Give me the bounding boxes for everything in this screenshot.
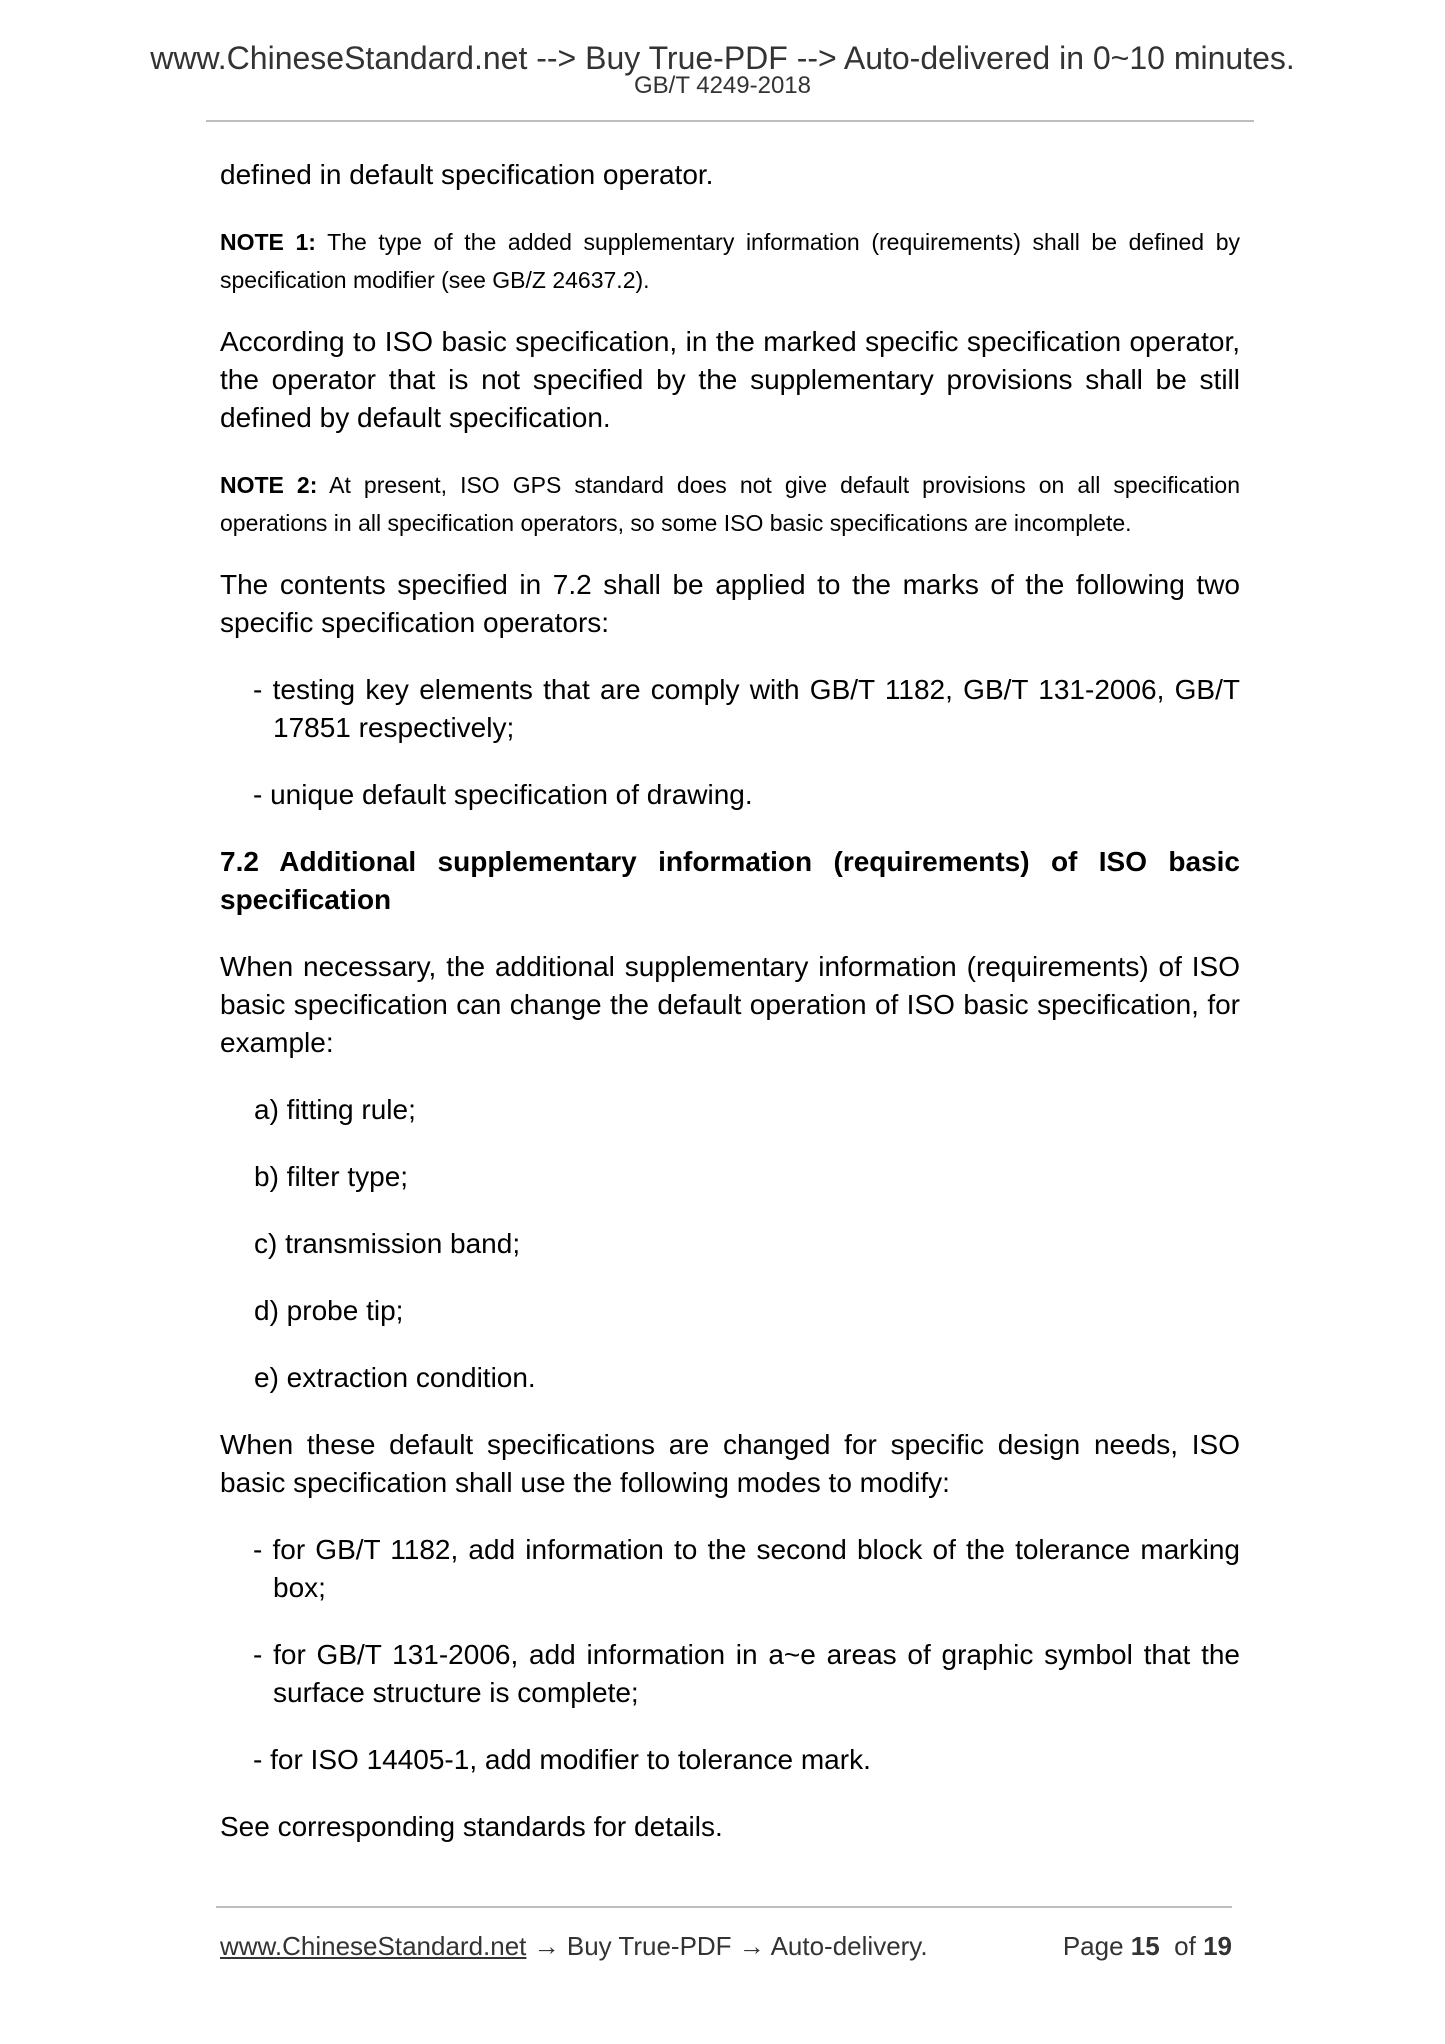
footer-divider [216,1906,1232,1908]
paragraph-5: When these default specifications are changed for specific design needs, ISO basic specification shall use the following modes to modify: [220,1429,1240,1498]
paragraph-4: When necessary, the additional supplementary information (requirements) of ISO basic specification can change the default operation of ISO basic specification, for example: [220,951,1240,1058]
page-label: Page [1062,1931,1124,1961]
list-item: - for ISO 14405-1, add modifier to tolerance mark. [253,1744,871,1775]
footer-promo [220,1928,928,1964]
paragraph-3: The contents specified in 7.2 shall be applied to the marks of the following two specific specification operators: [220,569,1240,638]
page-number [1063,1928,1232,1964]
note-2 [220,466,1240,542]
note-1-label: NOTE 1: [220,229,316,255]
footer-site-link[interactable]: www.ChineseStandard.net [220,1931,527,1961]
alpha-list-item: e) extraction condition. [254,1362,536,1393]
page-body [220,156,1240,1875]
note-1 [220,223,1240,299]
total-pages: 19 [1203,1931,1232,1961]
alpha-list-item: c) transmission band; [254,1228,521,1259]
current-page: 15 [1130,1931,1160,1961]
paragraph-6: See corresponding standards for details. [220,1811,723,1842]
standard-id: GB/T 4249-2018 [633,72,811,99]
section-heading-7-2: 7.2 Additional supplementary information (requirements) of ISO basic specification [220,846,1240,915]
paragraph-1: defined in default specification operator. [220,159,714,190]
header-banner: www.ChineseStandard.net --> Buy True-PDF --> Auto-delivered in 0~10 minutes. [150,40,1295,76]
list-item: - testing key elements that are comply with GB/T 1182, GB/T 131-2006, GB/T 17851 respectively; [253,674,1240,743]
note-1-text: The type of the added supplementary information (requirements) shall be defined by specification modifier (see GB/Z 24637.2). [220,229,1240,293]
list-item: - for GB/T 131-2006, add information in a~e areas of graphic symbol that the surface structure is complete; [253,1639,1240,1708]
alpha-list-item: b) filter type; [254,1161,409,1192]
page-footer [220,1928,1232,1964]
list-item: - unique default specification of drawing. [253,779,753,810]
paragraph-2: According to ISO basic specification, in the marked specific specification operator, the operator that is not specified by the supplementary provisions shall be still defined by default specification. [220,326,1240,433]
of-label: of [1174,1931,1196,1961]
list-item: - for GB/T 1182, add information to the second block of the tolerance marking box; [253,1534,1240,1603]
header-divider [206,120,1254,122]
note-2-label: NOTE 2: [220,472,318,498]
note-2-text: At present, ISO GPS standard does not give default provisions on all specification operations in all specification operators, so some ISO basic specifications are incomplete. [220,472,1240,536]
alpha-list-item: d) probe tip; [254,1295,404,1326]
footer-promo-text: → Buy True-PDF → Auto-delivery. [526,1931,928,1961]
alpha-list-item: a) fitting rule; [254,1094,416,1125]
